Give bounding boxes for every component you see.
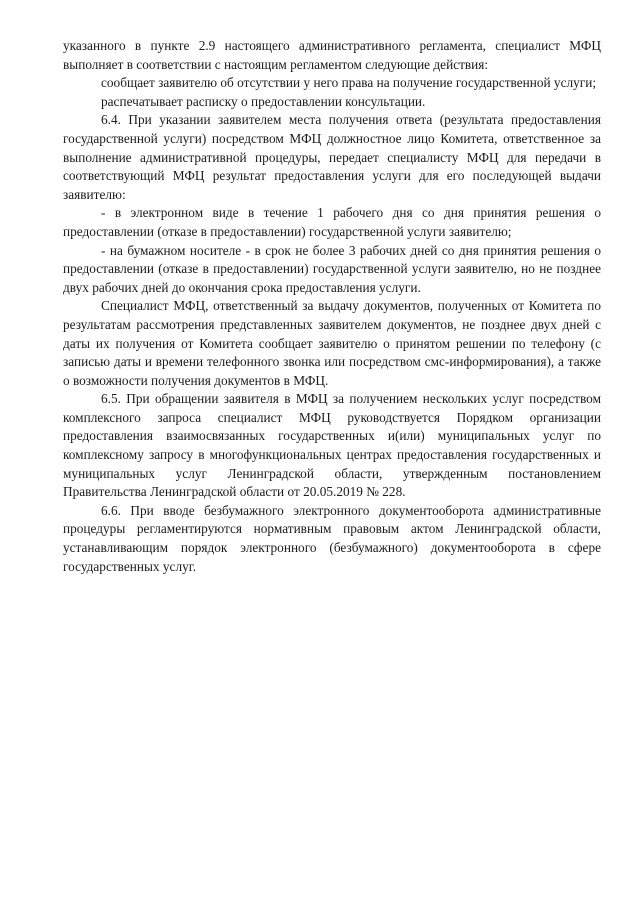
paragraph-6-6: 6.6. При вводе безбумажного электронного документооборота административные процедуры регламентируются нормативным правовым актом Ленинградской области, устанавливающим порядок электронного (безбумажного) документооборота в сфере государственных услуг. bbox=[63, 502, 601, 574]
paragraph-continuation: указанного в пункте 2.9 настоящего административного регламента, специалист МФЦ выполняет в соответствии с настоящим регламентом следующие действия: bbox=[63, 38, 601, 72]
paragraph-mfc-specialist: Специалист МФЦ, ответственный за выдачу документов, полученных от Комитета по результатам рассмотрения представленных заявителем документов, не позднее двух дней с даты их получения от Комитета сообщает заявителю о принятом решении по телефону (с записью даты и времени телефонного звонка или посредством смс-информирования), а также о возможности получения документов в МФЦ. bbox=[63, 298, 601, 388]
paragraph-print-receipt: распечатывает расписку о предоставлении консультации. bbox=[101, 93, 426, 109]
paragraph-6-5: 6.5. При обращении заявителя в МФЦ за получением нескольких услуг посредством комплексного запроса специалист МФЦ руководствуется Порядком организации предоставления взаимосвязанных государственных и(или) муниципальных услуг по комплексному запросу в многофункциональных центрах предоставления государственных и муниципальных услуг Ленинградской области, утвержденным постановлением Правительства Ленинградской области от 20.05.2019 № 228. bbox=[63, 391, 601, 500]
paragraph-6-4: 6.4. При указании заявителем места получения ответа (результата предоставления государственной услуги) посредством МФЦ должностное лицо Комитета, ответственное за выполнение административной процедуры, передает специалисту МФЦ для передачи в соответствующий МФЦ результат предоставления услуги для его последующей выдачи заявителю: bbox=[63, 112, 601, 202]
paragraph-inform-no-right: сообщает заявителю об отсутствии у него права на получение государственной услуги; bbox=[101, 75, 597, 91]
paragraph-paper-form: - на бумажном носителе - в срок не более 3 рабочих дней со дня принятия решения о предоставлении (отказе в предоставлении) государственной услуги заявителю, но не позднее двух рабочих дней до окончания срока предоставления услуги. bbox=[63, 242, 601, 295]
paragraph-electronic-form: - в электронном виде в течение 1 рабочего дня со дня принятия решения о предоставлении (отказе в предоставлении) государственной услуги заявителю; bbox=[63, 205, 601, 239]
